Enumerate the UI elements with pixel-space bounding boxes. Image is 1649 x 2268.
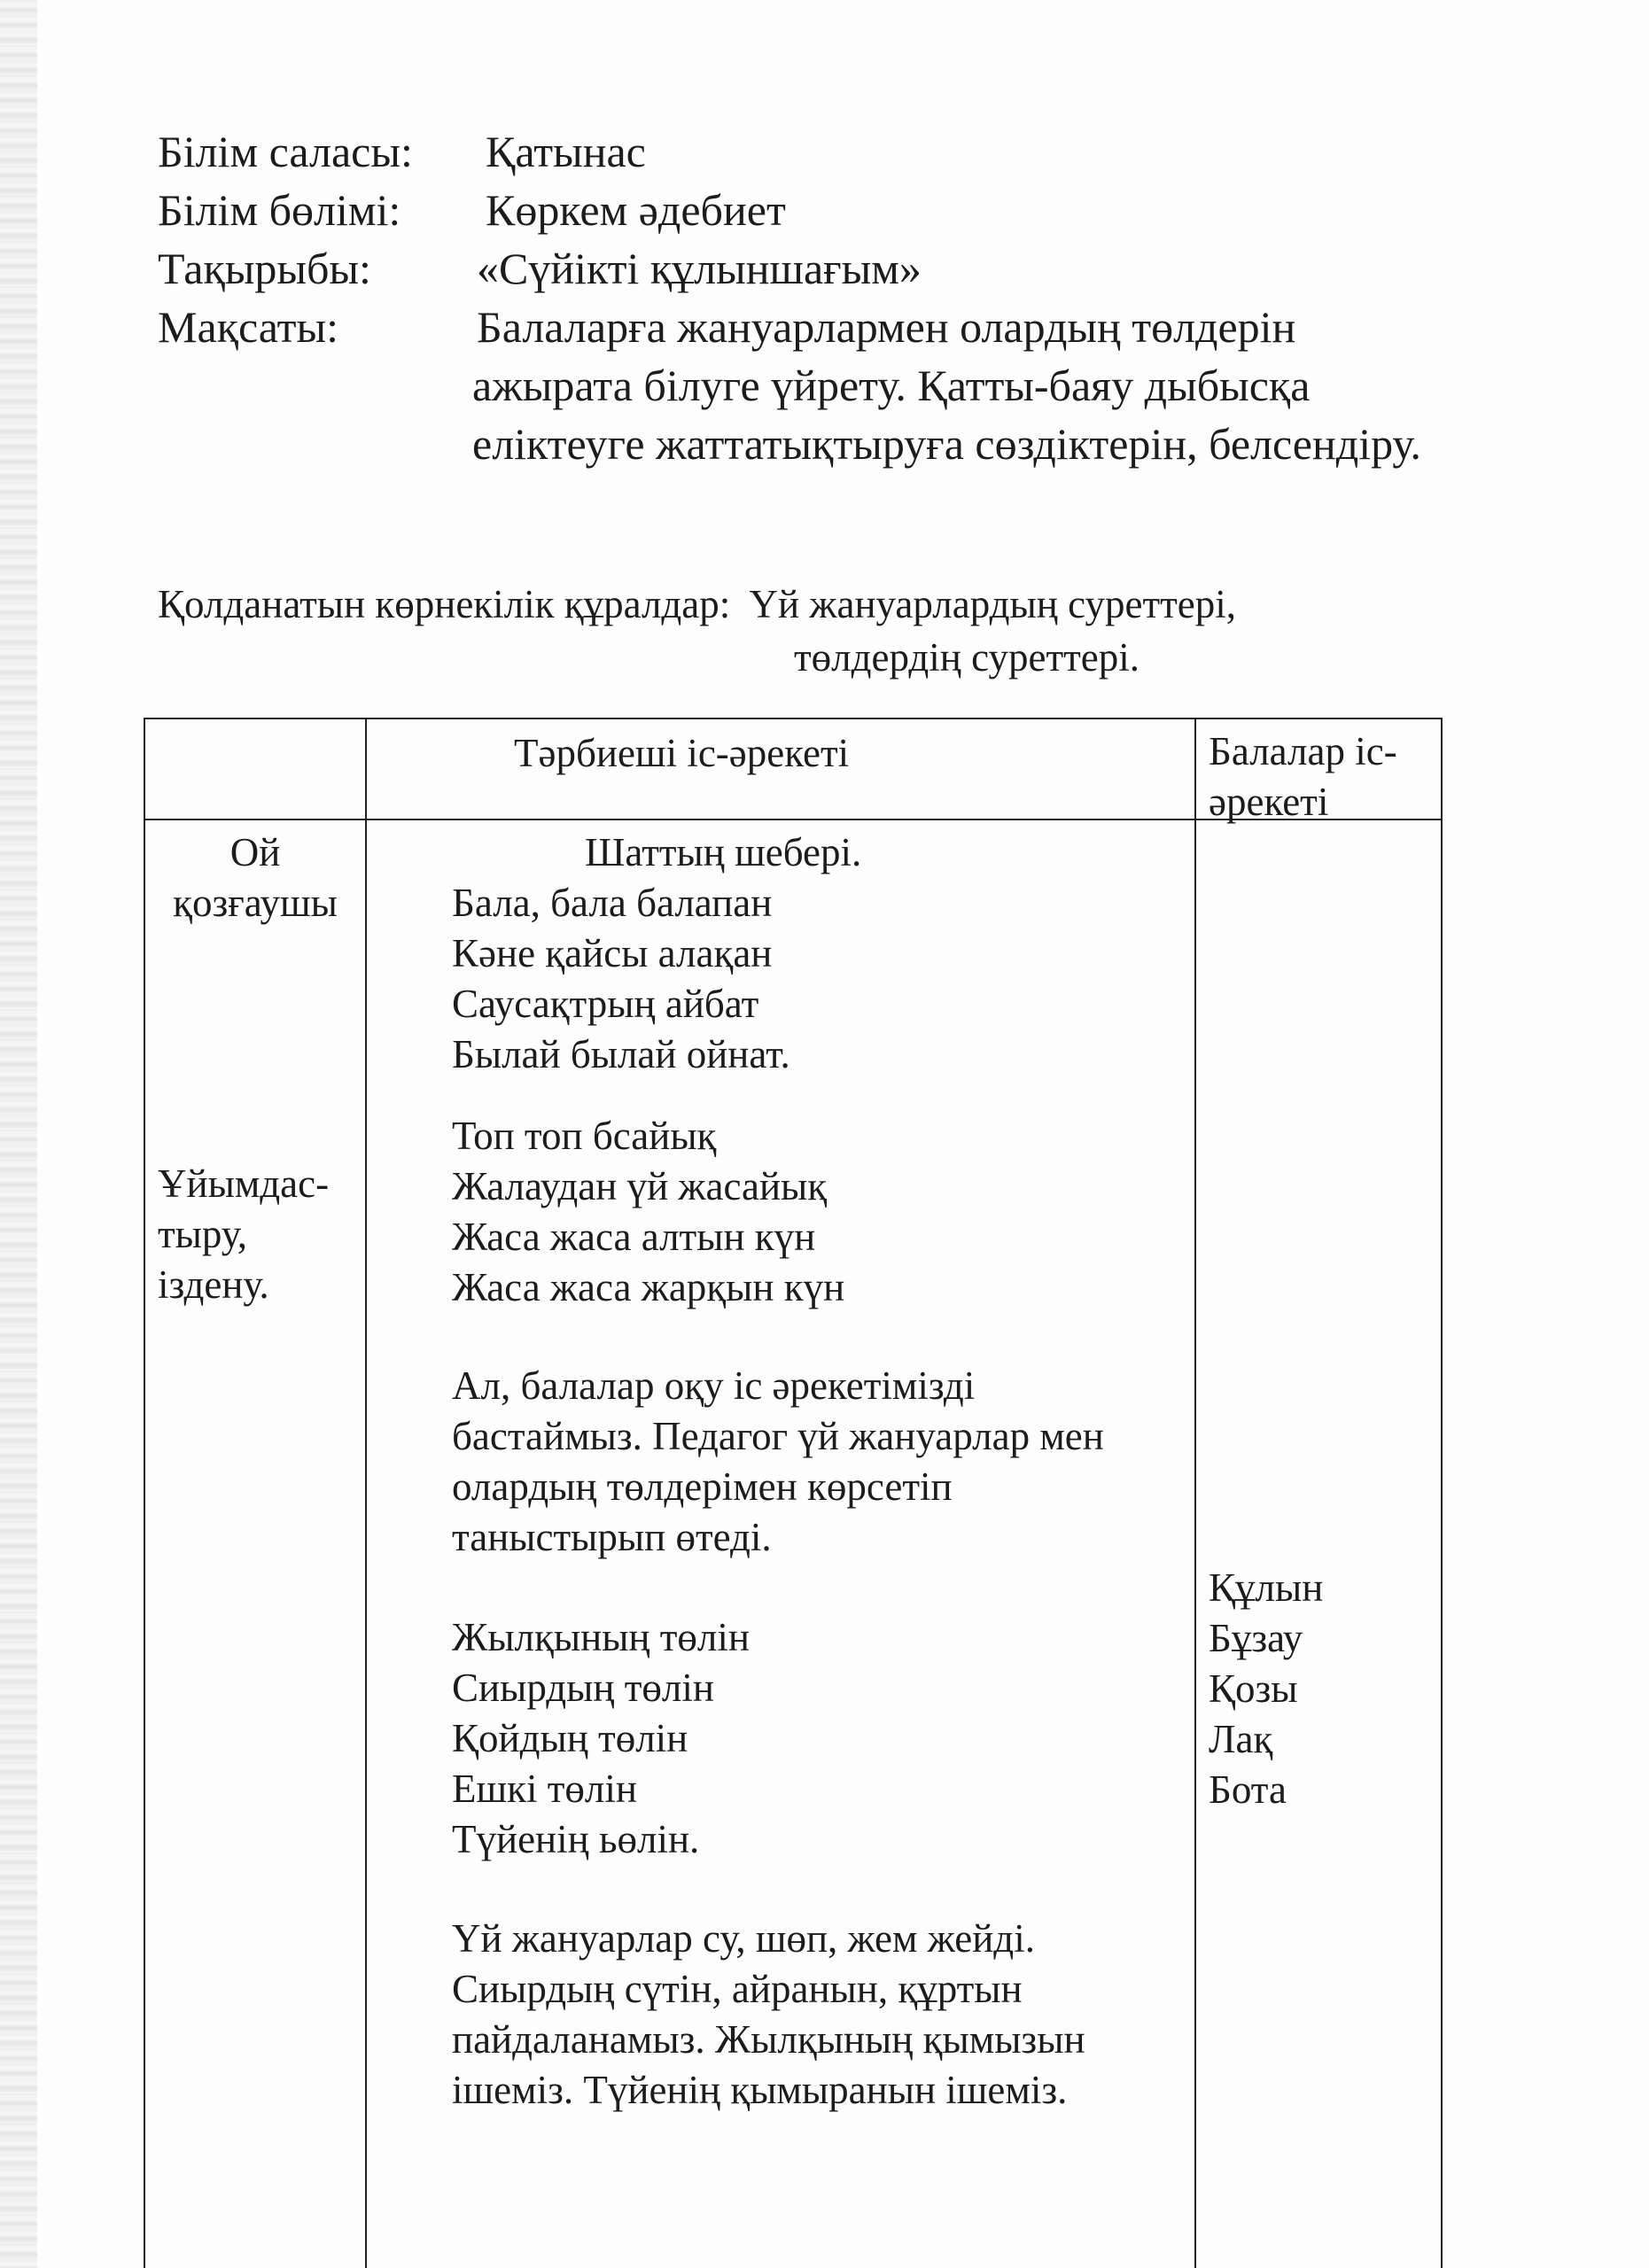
table-col-divider-1	[365, 718, 367, 2268]
meta-label-section: Білім бөлімі:	[158, 185, 401, 235]
goal-line-2: ажырата білуге үйрету. Қатты-баяу дыбысқа	[472, 361, 1311, 410]
question-kid: Ешкі төлін	[452, 1767, 637, 1811]
lesson-meta	[158, 124, 1540, 496]
stage-motivation-line-2: қозғаушы	[173, 881, 338, 925]
song-stanza-2	[452, 1111, 844, 1313]
answer-foal: Құлын	[1209, 1565, 1324, 1610]
stage-organization-line-1: Ұйымдас-	[158, 1161, 330, 1206]
meta-value-topic: «Сүйікті құлыншағым»	[477, 244, 922, 293]
scan-edge-artifact	[0, 0, 37, 2268]
meta-label-goal: Мақсаты:	[158, 302, 338, 352]
song-stanza-1	[452, 878, 790, 1080]
meta-value-section: Көркем әдебиет	[486, 185, 786, 235]
closing-line-4: ішеміз. Түйенің қымыранын ішеміз.	[452, 2068, 1068, 2112]
table-top-border	[144, 718, 1443, 719]
visual-aids-line-2: төлдердің суреттері.	[794, 635, 1140, 680]
answer-camel-calf: Бота	[1209, 1767, 1287, 1812]
visual-aids-label: Қолданатын көрнекілік құралдар:	[158, 582, 731, 626]
intro-line-4: таныстырып өтеді.	[452, 1515, 772, 1559]
answer-kid: Лақ	[1209, 1717, 1273, 1761]
stage-motivation-line-1: Ой	[229, 830, 281, 874]
stanza2-line-4: Жаса жаса жарқын күн	[452, 1265, 845, 1309]
header-children-activity	[1209, 726, 1397, 827]
question-foal: Жылқының төлін	[452, 1615, 750, 1659]
answers-list	[1209, 1563, 1323, 1815]
stage-organization-line-2: тыру,	[158, 1212, 248, 1256]
stanza2-line-2: Жалаудан үй жасайық	[452, 1164, 828, 1208]
closing-line-3: пайдаланамыз. Жылқының қымызын	[452, 2017, 1085, 2062]
header-children-line-2: әрекеті	[1209, 780, 1329, 824]
stage-motivation	[158, 827, 353, 928]
stanza2-line-3: Жаса жаса алтын күн	[452, 1215, 816, 1259]
meta-label-topic: Тақырыбы:	[158, 244, 371, 293]
stanza2-line-1: Топ топ бсайық	[452, 1114, 717, 1158]
meta-value-goal: Балаларға жануарлармен олардың төлдерін	[477, 302, 1296, 352]
stanza1-line-2: Кәне қайсы алақан	[452, 931, 773, 975]
answer-calf: Бұзау	[1209, 1616, 1303, 1660]
question-lamb: Қойдың төлін	[452, 1716, 688, 1760]
stanza1-line-4: Былай былай ойнат.	[452, 1032, 790, 1076]
intro-line-2: бастаймыз. Педагог үй жануарлар мен	[452, 1414, 1104, 1458]
intro-paragraph	[452, 1361, 1104, 1563]
stanza1-line-1: Бала, бала балапан	[452, 881, 773, 925]
closing-line-2: Сиырдың сүтін, айранын, құртын	[452, 1967, 1023, 2011]
header-teacher-activity: Тәрбиеші іс-әрекеті	[514, 731, 850, 775]
visual-aids	[158, 578, 1237, 680]
question-calf: Сиырдың төлін	[452, 1666, 714, 1710]
song-title: Шаттың шебері.	[585, 830, 862, 874]
lesson-table	[144, 718, 1443, 2268]
answer-lamb: Қозы	[1209, 1666, 1298, 1711]
meta-label-area: Білім саласы:	[158, 127, 413, 176]
goal-line-3: еліктеуге жаттатықтыруға сөздіктерін, белсендіру.	[472, 419, 1421, 469]
stage-organization-line-3: іздену.	[158, 1262, 269, 1307]
question-camel-calf: Түйенің ьөлін.	[452, 1817, 700, 1861]
table-col-divider-2	[1194, 718, 1196, 2268]
table-left-border	[144, 718, 145, 2268]
header-children-line-1: Балалар іс-	[1209, 729, 1397, 773]
closing-paragraph	[452, 1914, 1085, 2116]
intro-line-1: Ал, балалар оқу іс әрекетімізді	[452, 1363, 976, 1408]
meta-value-area: Қатынас	[486, 127, 646, 176]
questions-list	[452, 1612, 750, 1865]
closing-line-1: Үй жануарлар су, шөп, жем жейді.	[452, 1916, 1035, 1961]
stage-organization	[158, 1159, 329, 1310]
stanza1-line-3: Саусақтрың айбат	[452, 982, 759, 1026]
intro-line-3: олардың төлдерімен көрсетіп	[452, 1464, 953, 1509]
table-right-border	[1441, 718, 1443, 2268]
visual-aids-line-1: Үй жануарлардың суреттері,	[749, 582, 1237, 626]
